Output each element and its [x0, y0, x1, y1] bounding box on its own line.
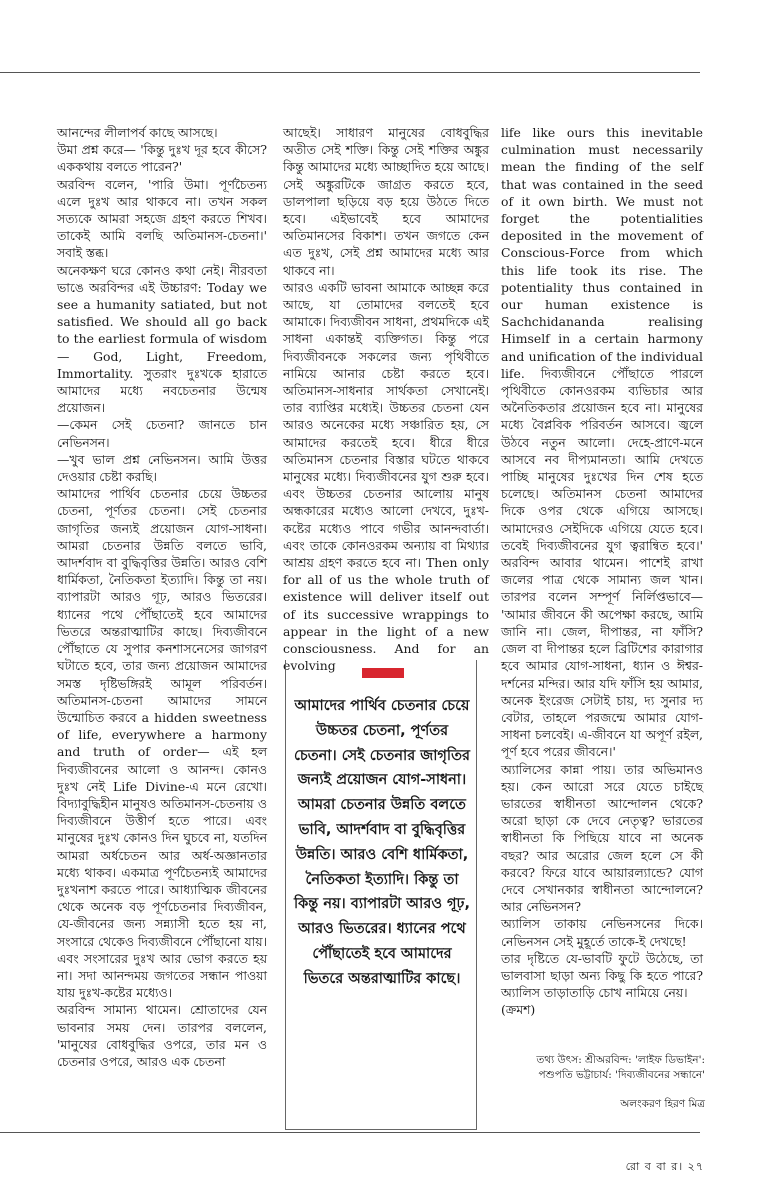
illustration-credit: অলংকরণ হিরণ মিত্র	[620, 1098, 705, 1110]
bottom-divider	[0, 1132, 700, 1133]
pull-quote-text: আমাদের পার্থিব চেতনার চেয়ে উচ্চতর চেতনা, পূর্ণতর চেতনা। সেই চেতনার জাগৃতির জন্যই প্রয়োজন যোগ-সাধনা। আমরা চেতনার উন্নতি বলতে ভাবি, আদর্শবাদ বা বুদ্ধিবৃত্তির উন্নতি। আরও বেশি ধার্মিকতা, নৈতিকতা ইত্যাদি। কিন্তু তা কিন্তু নয়। ব্যাপারটা আরও গূঢ়, আরও ভিতরের। ধ্যানের পথে পৌঁছাতেই হবে আমাদের ভিতরে অন্তরাত্মাটির কাছে।	[294, 698, 470, 987]
article-column-3: life like ours this inevitable culmination must necessarily mean the finding of the self that was contained in the seed of it own birth. We must not forget the potentialities deposited in the movement of Conscious-Force from which this life took its rise. The potentiality thus contained in our human existence is Sachchidananda realising Himself in a certain harmony and unification of the individual life. দিব্যজীবনে পৌঁছাতে পারলে পৃথিবীতে কোনওরকম ব্যভিচার আর অনৈতিকতার প্রয়োজন হবে না। মানুষের মধ্যে বৈপ্লবিক পরিবর্তন আসবে। জ্বলে উঠবে নতুন আলো। দেহে-প্রাণে-মনে আসবে নব দীপ্যমানতা। আমি দেখতে পাচ্ছি মানুষের দুঃখের দিন শেষ হতে চলেছে। অতিমানস চেতনা আমাদের দিকে ওপর থেকে এগিয়ে আসছে। আমাদেরও সেইদিকে এগিয়ে যেতে হবে। তবেই দিব্যজীবনের যুগ ত্বরান্বিত হবে।' অরবিন্দ আবার থামেন। পাশেই রাখা জলের পাত্র থেকে সামান্য জল খান। তারপর বলেন সম্পূর্ণ নির্লিপ্তভাবে— 'আমার জীবনে কী অপেক্ষা করছে, আমি জানি না। জেল, দীপান্তর, না ফাঁসি? জেল বা দীপান্তর হলে ব্রিটিশের কারাগার হবে আমার যোগ-সাধনা, ধ্যান ও ঈশ্বর-দর্শনের মন্দির। আর যদি ফাঁসি হয় আমার, অনেক ইংরেজ সেটাই চায়, দ্য সুনার দ্য বেটার, তাহলে পরজন্মে আমার যোগ-সাধনা চলবেই। এ-জীবনে যা অপূর্ণ রইল, পূর্ণ হবে পরের জীবনে।' অ্যালিসের কান্না পায়। তার অভিমানও হয়। কেন আরো সরে যেতে চাইছে ভারতের স্বাধীনতা আন্দোলন থেকে? অরো ছাড়া কে দেবে নেতৃত্ব? ভারতের স্বাধীনতা কি পিছিয়ে যাবে না অনেক বছর? আর অরোর জেল হলে সে কী করবে? ফিরে যাবে আয়ারল্যান্ডে? যোগ দেবে সেখানকার স্বাধীনতা আন্দোলনে? আর নেভিনসন? অ্যালিস তাকায় নেভিনসনের দিকে। নেভিনসন সেই মুহূর্তে তাকে-ই দেখছে! তার দৃষ্টিতে যে-ভাবটি ফুটে উঠেছে, তা ভালবাসা ছাড়া অন্য কিছু কি হতে পারে? অ্যালিস তাড়াতাড়ি চোখ নামিয়ে নেয়। (ক্রমশ)	[501, 125, 703, 1018]
source-note: তথ্য উৎস: শ্রীঅরবিন্দ: 'লাইফ ডিভাইন': পশুপতি ভট্টাচার্য: 'দিব্যজীবনের সন্ধানে'	[536, 1054, 705, 1081]
pull-quote-accent-bar	[362, 668, 404, 678]
top-divider	[0, 72, 700, 73]
pull-quote-box	[285, 660, 477, 1130]
article-column-1: আনন্দের লীলাপর্ব কাছে আসছে। উমা প্রশ্ন করে— 'কিন্তু দুঃখ দূর হবে কীসে? এককথায় বলতে পারেন?' অরবিন্দ বলেন, 'পারি উমা। পূর্ণচৈতন্য এলে দুঃখ আর থাকবে না। তখন সকল সত্যকে আমরা সহজে গ্রহণ করতে শিখব। তাকেই আমি বলছি অতিমানস-চেতনা।' সবাই স্তব্ধ। অনেকক্ষণ ঘরে কোনও কথা নেই। নীরবতা ভাঙে অরবিন্দর এই উচ্চারণ: Today we see a humanity satiated, but not satisfied. We should all go back to the earliest formula of wisdom— God, Light, Freedom, Immortality. সুতরাং দুঃখকে হারাতে আমাদের মধ্যে নবচেতনার উন্মেষ প্রয়োজন। —কেমন সেই চেতনা? জানতে চান নেভিনসন। —খুব ভাল প্রশ্ন নেভিনসন। আমি উত্তর দেওয়ার চেষ্টা করছি। আমাদের পার্থিব চেতনার চেয়ে উচ্চতর চেতনা, পূর্ণতর চেতনা। সেই চেতনার জাগৃতির জন্যই প্রয়োজন যোগ-সাধনা। আমরা চেতনার উন্নতি বলতে ভাবি, আদর্শবাদ বা বুদ্ধিবৃত্তির উন্নতি। আরও বেশি ধার্মিকতা, নৈতিকতা ইত্যাদি। কিন্তু তা নয়। ব্যাপারটা আরও গূঢ়, আরও ভিতরের। ধ্যানের পথে পৌঁছাতেই হবে আমাদের ভিতরে অন্তরাত্মাটির কাছে। দিব্যজীবনে পৌঁছাতে যে সুপার কনশাসনেসের জাগরণ ঘটাতে হবে, তার জন্য প্রয়োজন আমাদের সমস্ত দৃষ্টিভঙ্গিরই আমূল পরিবর্তন। অতিমানস-চেতনা আমাদের সামনে উন্মোচিত করবে a hidden sweetness of life, everywhere a harmony and truth of order— এই হল দিব্যজীবনের আলো ও আনন্দ। কোনও দুঃখ নেই Life Divine-এ মনে রেখো। বিদ্যাবুদ্ধিহীন মানুষও অতিমানস-চেতনায় ও দিব্যজীবনে উত্তীর্ণ হতে পারে। এবং মানুষের দুঃখ কোনও দিন ঘুচবে না, যতদিন আমরা অর্ধচেতন আর অর্ধ-অজ্ঞানতার মধ্যে থাকব। একমাত্র পূর্ণচৈতন্যই আমাদের দুঃখনাশ করতে পারে। আধ্যাত্মিক জীবনের থেকে অনেক বড় পূর্ণচেতনার দিব্যজীবন, যে-জীবনের জন্য সন্ন্যাসী হতে হয় না, সংসারে থেকেও দিব্যজীবনে পৌঁছানো যায়। এবং সংসারের দুঃখ আর ভোগ করতে হয় না। সদা আনন্দময় জগতের সন্ধান পাওয়া যায় দুঃখ-কষ্টের মধ্যেও। অরবিন্দ সামান্য থামেন। শ্রোতাদের যেন ভাবনার সময় দেন। তারপর বললেন, 'মানুষের বোধবুদ্ধির ওপরে, তার মন ও চেতনার ওপরে, আরও এক চেতনা	[57, 125, 267, 1069]
page-footer: রো ব বা র। ২৭	[625, 1160, 704, 1173]
article-column-2: আছেই। সাধারণ মানুষের বোধবুদ্ধির অতীত সেই শক্তি। কিন্তু সেই শক্তির অঙ্কুর কিন্তু আমাদের মধ্যে আচ্ছাদিত হয়ে আছে। সেই অঙ্কুরটিকে জাগ্রত করতে হবে, ডালপালা ছড়িয়ে বড় হয়ে উঠতে দিতে হবে। এইভাবেই হবে আমাদের অতিমানসের বিকাশ। তখন জগতে কেন এত দুঃখ, সেই প্রশ্ন আমাদের মধ্যে আর থাকবে না। আরও একটি ভাবনা আমাকে আচ্ছন্ন করে আছে, যা তোমাদের বলতেই হবে আমাকে। দিব্যজীবন সাধনা, প্রথমদিকে এই সাধনা একান্তই ব্যক্তিগত। কিন্তু পরে দিব্যজীবনকে সকলের জন্য পৃথিবীতে নামিয়ে আনার চেষ্টা করতে হবে। অতিমানস-সাধনার সার্থকতা সেখানেই। তার ব্যাপ্তির মধ্যেই। উচ্চতর চেতনা যেন আরও অনেকের মধ্যে সঞ্চারিত হয়, সে আমাদের করতেই হবে। ধীরে ধীরে অতিমানস চেতনার বিস্তার ঘটতে থাকবে মানুষের মধ্যে। দিব্যজীবনের যুগ শুরু হবে। এবং উচ্চতর চেতনার আলোয় মানুষ অন্ধকারের মধ্যেও আলো দেখবে, দুঃখ-কষ্টের মধ্যেও পাবে গভীর আনন্দবার্তা। এবং তাকে কোনওরকম অন্যায় বা মিথ্যার আশ্রয় গ্রহণ করতে হবে না। Then only for all of us the whole truth of existence will deliver itself out of its successive wrappings to appear in the light of a new consciousness. And for an evolving	[283, 125, 489, 674]
